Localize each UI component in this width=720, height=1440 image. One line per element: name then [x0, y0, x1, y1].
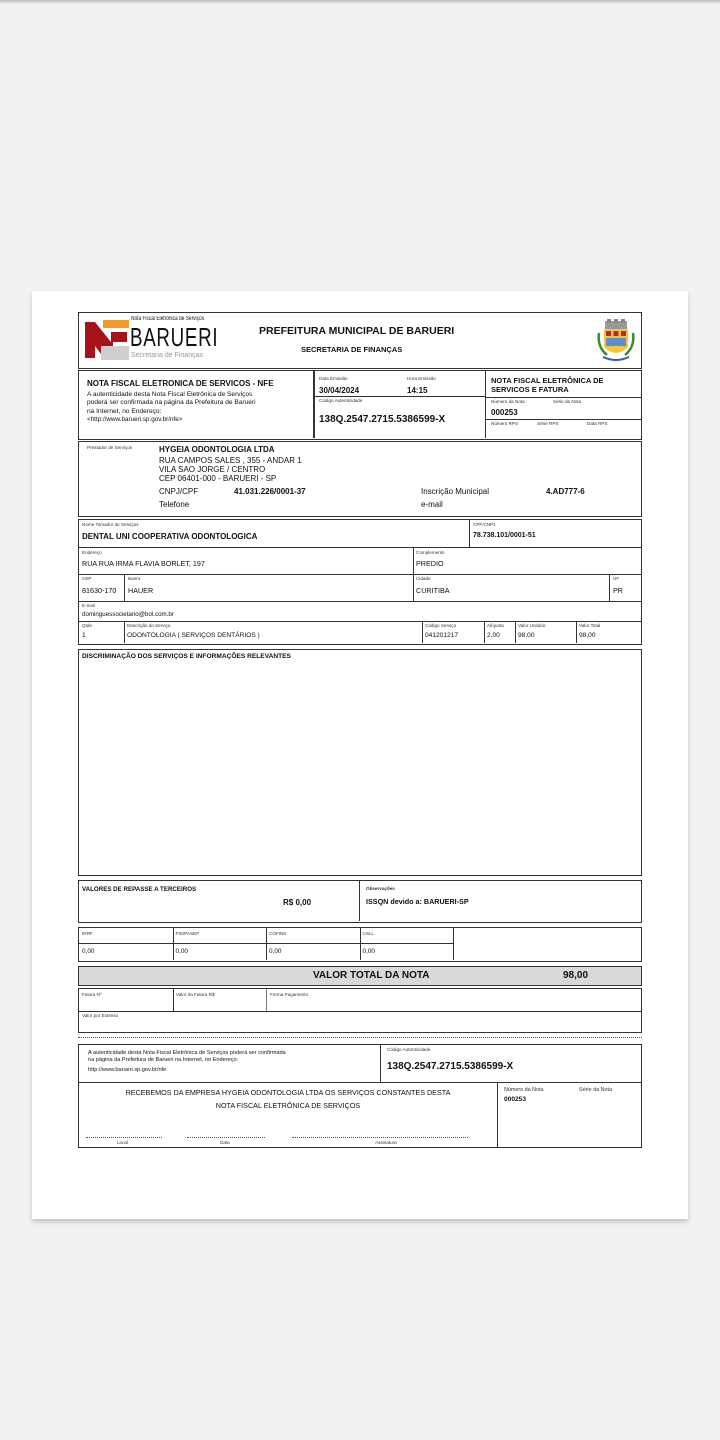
recebemos-line: NOTA FISCAL ELETRÔNICA DE SERVIÇOS	[215, 1101, 361, 1110]
forma-pagamento-label: Forma Pagamento	[270, 992, 309, 997]
hora-emissao-value: 14:15	[407, 386, 428, 395]
tomador-box	[78, 519, 642, 645]
divider	[79, 621, 641, 622]
items-header-cell: Qtde	[82, 623, 92, 628]
prestador-nome: HYGEIA ODONTOLOGIA LTDA	[159, 445, 275, 454]
fatura-numero-label: Fatura Nº	[82, 992, 102, 997]
cnpj-value: 41.031.226/0001-37	[234, 487, 306, 496]
divider	[79, 547, 641, 548]
data-label: Data	[220, 1140, 230, 1145]
email-label: e-mail	[421, 500, 443, 509]
canhoto-auth-line: A autenticidade desta Nota Fiscal Eletrônica de Serviços poderá ser confirmada	[88, 1050, 286, 1056]
recebemos-line: RECEBEMOS DA EMPRESA HYGEIA ODONTOLOGIA LTDA OS SERVIÇOS CONSTANTES DESTA	[125, 1088, 451, 1097]
items-header-cell: Código Serviço	[425, 623, 457, 628]
numero-nota-label: Número da Nota	[491, 399, 525, 404]
header-title: PREFEITURA MUNICIPAL DE BARUERI	[259, 325, 455, 337]
divider	[469, 520, 470, 547]
divider	[422, 621, 423, 643]
endereco-label: Endereço	[82, 550, 102, 555]
divider	[380, 1045, 381, 1082]
items-row-cell: 98,00	[518, 632, 535, 639]
tributo-value: 0,00	[175, 948, 188, 955]
prestador-cep: CEP 06401-000 - BARUERI - SP	[159, 474, 277, 483]
telefone-label: Telefone	[159, 500, 190, 509]
endereco-value: RUA RUA IRMA FLAVIA BORLET, 197	[82, 559, 205, 568]
canhoto-box	[78, 1044, 642, 1148]
nfe-auth-line: A autenticidade desta Nota Fiscal Eletrônica de Serviços	[87, 391, 253, 398]
observacoes-value: ISSQN devido a: BARUERI-SP	[366, 897, 469, 906]
codigo-value: 138Q.2547.2715.5386599-X	[319, 414, 446, 425]
tomador-cpf: 78.738.101/0001-51	[473, 532, 536, 539]
tributo-value: 0,00	[362, 948, 375, 955]
nfe-right-title-line: NOTA FISCAL ELETRÔNICA DE	[491, 376, 604, 385]
divider	[173, 928, 174, 960]
items-header-cell: Valor Total	[579, 623, 601, 628]
codigo-label: Código Autenticidade	[319, 398, 363, 403]
logo-city: BARUERI	[130, 322, 219, 352]
nfe-auth-line: na Internet, no Endereço:	[87, 407, 162, 415]
logo-tagline: Nota Fiscal Eletrônica de Serviços	[131, 316, 205, 322]
logo-sub: Secretaria de Finanças	[131, 352, 203, 359]
serie-rps-label: Série RPS	[537, 421, 559, 426]
valor-extenso-label: Valor por Extenso	[82, 1013, 119, 1018]
top-shadow-bar	[0, 0, 720, 4]
tomador-email-label: E-mail	[82, 603, 96, 608]
tomador-email[interactable]: dominguessocietario@bol.com.br	[82, 611, 174, 618]
repasse-value: R$ 0,00	[283, 898, 312, 907]
items-header-cell: Descrição do Serviço	[127, 623, 171, 628]
prestador-label: Prestador de Serviços	[87, 445, 133, 450]
cep-label: CEP	[82, 576, 92, 581]
tomador-nome-label: Nome Tomador de Serviços	[82, 522, 139, 527]
data-line[interactable]	[187, 1137, 265, 1138]
recebemos-text	[79, 1086, 497, 1112]
divider	[313, 371, 315, 438]
discriminacao-title: DISCRIMINAÇÃO DOS SERVIÇOS E INFORMAÇÕES RELEVANTES	[82, 653, 291, 660]
cut-line	[78, 1037, 642, 1038]
header-subtitle: SECRETARIA DE FINANÇAS	[301, 345, 403, 354]
canhoto-codigo-label: Código Autenticidade	[387, 1047, 431, 1052]
canhoto-serie-label: Série da Nota	[579, 1087, 612, 1093]
total-value: 98,00	[563, 970, 589, 981]
cnpj-label: CNPJ/CPF	[159, 487, 199, 496]
tributos-box	[78, 927, 642, 962]
divider	[173, 989, 174, 1011]
items-row-cell: 041201217	[425, 632, 459, 639]
nfe-auth-line: poderá ser confirmada na página da Prefeitura de Barueri	[87, 399, 256, 407]
fatura-box	[78, 988, 642, 1033]
divider	[124, 574, 125, 601]
prestador-endereco: RUA CAMPOS SALES , 355 - ANDAR 1	[159, 456, 302, 465]
divider	[484, 621, 485, 643]
divider	[453, 928, 454, 960]
barueri-logo	[83, 316, 219, 366]
cidade-value: CURITIBA	[416, 586, 450, 595]
divider	[359, 881, 360, 921]
divider	[609, 574, 610, 601]
nfe-auth-url[interactable]: <http://www.barueri.sp.gov.br/nfe>	[87, 415, 183, 423]
serie-nota-label: Série da Nota	[553, 399, 582, 404]
data-rps-label: Data RPS	[587, 421, 608, 426]
canhoto-auth-text	[88, 1050, 286, 1074]
tributo-label: IRRF	[82, 931, 93, 936]
items-header-cell: Valor Unitário	[518, 623, 546, 628]
im-label: Inscrição Municipal	[421, 487, 490, 496]
uf-label: UF	[613, 576, 620, 581]
prestador-bairro: VILA SAO JORGE / CENTRO	[159, 465, 266, 474]
total-label: VALOR TOTAL DA NOTA	[313, 970, 430, 981]
numero-rps-label: Número RPS	[491, 421, 519, 426]
fatura-valor-label: Valor da Fatura R$	[176, 992, 215, 997]
divider	[124, 621, 125, 643]
tributo-label: COFINS	[269, 931, 287, 936]
divider	[266, 928, 267, 960]
tributo-value: 0,00	[269, 948, 282, 955]
divider	[485, 419, 641, 420]
canhoto-codigo: 138Q.2547.2715.5386599-X	[387, 1061, 514, 1072]
repasse-box	[78, 880, 642, 923]
divider	[497, 1082, 498, 1147]
nfe-auth-text	[87, 391, 256, 424]
municipal-coat-of-arms-icon	[595, 319, 637, 363]
hora-emissao-label: Hora Emissão	[407, 376, 436, 381]
divider	[266, 989, 267, 1011]
complemento-value: PREDIO	[416, 559, 444, 568]
divider	[576, 621, 577, 643]
discriminacao-box	[78, 649, 642, 876]
bairro-label: Bairro	[128, 576, 141, 581]
divider	[79, 574, 641, 575]
divider	[313, 396, 485, 397]
prestador-box	[78, 441, 642, 517]
complemento-label: Complemento	[416, 550, 445, 555]
divider	[79, 1082, 641, 1083]
divider	[79, 1011, 641, 1012]
divider	[360, 928, 361, 960]
nf-logo-icon	[83, 318, 129, 362]
divider	[485, 397, 641, 398]
nfe-right-title	[491, 376, 604, 394]
im-value: 4.AD777-6	[546, 487, 585, 496]
items-header-cell: Alíquota	[487, 623, 504, 628]
items-row-cell: 98,00	[579, 632, 596, 639]
repasse-title: VALORES DE REPASSE A TERCEIROS	[82, 886, 197, 893]
cep-value: 81630-170	[82, 586, 117, 595]
canhoto-numero-label: Número da Nota	[504, 1087, 544, 1093]
observacoes-label: Observações	[366, 886, 395, 891]
tributo-label: CSLL	[362, 931, 374, 936]
local-line[interactable]	[86, 1137, 162, 1138]
canhoto-auth-url[interactable]: http://www.barueri.sp.gov.br/nfe	[88, 1067, 167, 1073]
cidade-label: Cidade	[416, 576, 431, 581]
bairro-value: HAUER	[128, 586, 154, 595]
divider	[79, 601, 641, 602]
uf-value: PR	[613, 586, 623, 595]
items-row-cell: 2,00	[487, 632, 500, 639]
data-emissao-label: Data Emissão	[319, 376, 348, 381]
numero-nota-value: 000253	[491, 408, 518, 417]
nfe-heading: NOTA FISCAL ELETRONICA DE SERVICOS - NFE	[87, 379, 274, 388]
canhoto-numero: 000253	[504, 1096, 527, 1103]
assinatura-line[interactable]	[292, 1137, 468, 1138]
nfe-right-title-line: SERVICOS E FATURA	[491, 385, 569, 394]
tomador-cpf-label: CPF/CNPJ	[473, 522, 496, 527]
assinatura-label: Assinatura	[375, 1140, 397, 1145]
tributo-label: PIS/PASEP	[175, 931, 200, 936]
tributo-value: 0,00	[82, 948, 95, 955]
local-label: Local	[117, 1140, 128, 1145]
items-row-cell: ODONTOLOGIA ( SERVIÇOS DENTÁRIOS )	[127, 632, 260, 639]
tomador-nome: DENTAL UNI COOPERATIVA ODONTOLOGICA	[82, 532, 258, 541]
header-box	[78, 312, 642, 369]
divider	[485, 371, 486, 438]
divider	[79, 943, 453, 944]
nfe-info-box	[78, 370, 642, 440]
canhoto-auth-line: na página da Prefeitura de Barueri na Internet, no Endereço:	[88, 1057, 239, 1063]
data-emissao-value: 30/04/2024	[319, 386, 360, 395]
total-box	[78, 966, 642, 986]
divider	[515, 621, 516, 643]
items-row-cell: 1	[82, 632, 86, 639]
document-page	[32, 291, 688, 1219]
